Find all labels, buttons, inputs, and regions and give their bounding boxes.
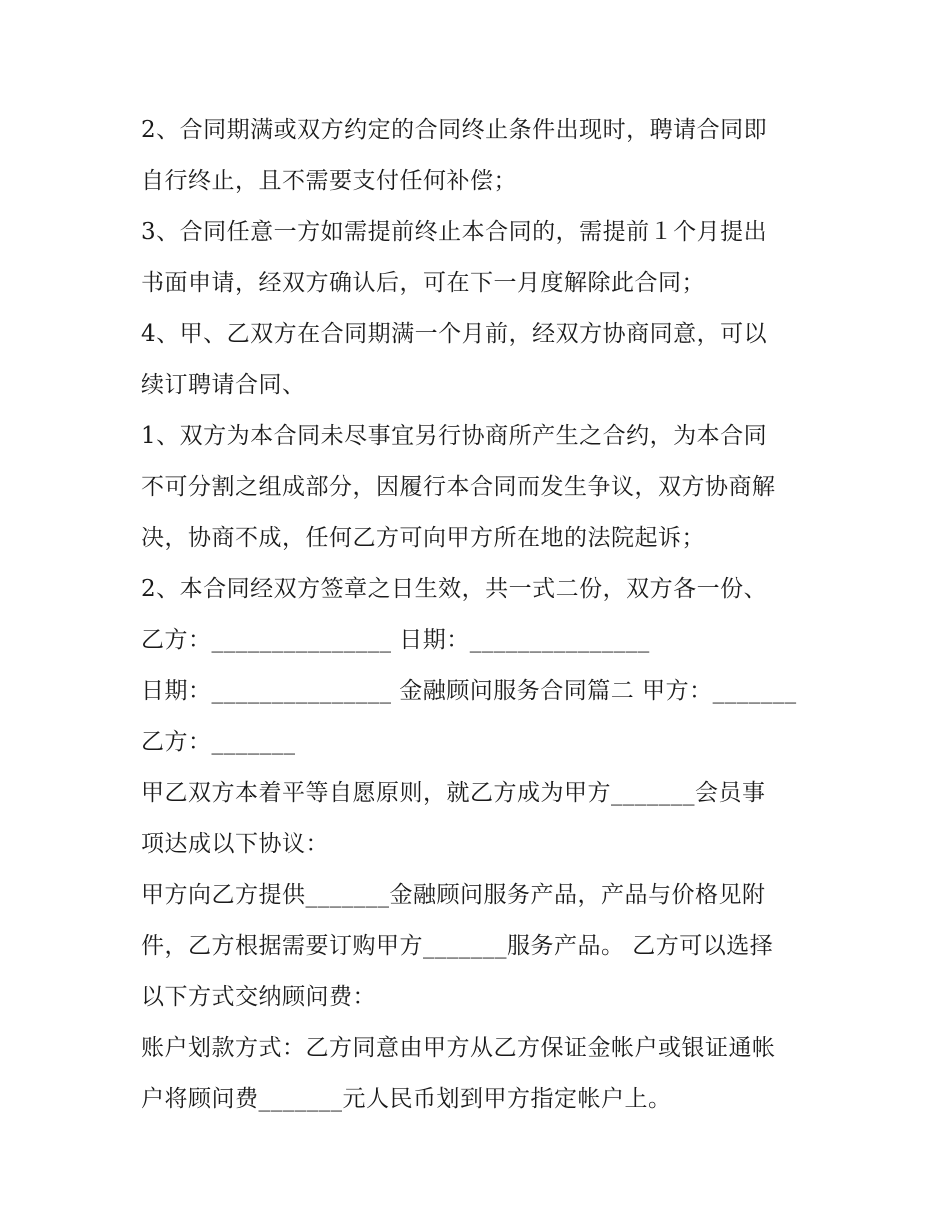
text-line: 4、甲、乙双方在合同期满一个月前，经双方协商同意，可以 xyxy=(141,321,768,347)
signature-line: 日期：_______________ 金融顾问服务合同篇二 甲方：_______ xyxy=(141,678,797,704)
text-line: 书面申请，经双方确认后，可在下一月度解除此合同； xyxy=(141,270,705,296)
text-line: 续订聘请合同、 xyxy=(141,372,306,398)
text-line: 1、双方为本合同未尽事宜另行协商所产生之合约，为本合同 xyxy=(141,423,768,449)
text-line: 2、合同期满或双方约定的合同终止条件出现时，聘请合同即 xyxy=(141,117,768,143)
text-line: 不可分割之组成部分，因履行本合同而发生争议，双方协商解 xyxy=(141,474,776,500)
text-line: 决，协商不成，任何乙方可向甲方所在地的法院起诉； xyxy=(141,525,705,551)
text-line: 账户划款方式：乙方同意由甲方从乙方保证金帐户或银证通帐 xyxy=(141,1035,776,1061)
text-line: 以下方式交纳顾问费： xyxy=(141,984,376,1010)
text-line: 甲方向乙方提供_______金融顾问服务产品，产品与价格见附 xyxy=(141,882,766,908)
text-line: 自行终止，且不需要支付任何补偿； xyxy=(141,168,517,194)
text-line: 件，乙方根据需要订购甲方_______服务产品。 乙方可以选择 xyxy=(141,933,774,959)
signature-line: 乙方：_______________ 日期：_______________ xyxy=(141,627,650,653)
text-line: 项达成以下协议： xyxy=(141,831,329,857)
text-line: 2、本合同经双方签章之日生效，共一式二份，双方各一份、 xyxy=(141,576,768,602)
signature-line: 乙方：_______ xyxy=(141,729,296,755)
text-line: 3、合同任意一方如需提前终止本合同的，需提前１个月提出 xyxy=(141,219,768,245)
text-line: 甲乙双方本着平等自愿原则，就乙方成为甲方_______会员事 xyxy=(141,780,766,806)
text-line: 户将顾问费_______元人民币划到甲方指定帐户上。 xyxy=(141,1086,672,1112)
